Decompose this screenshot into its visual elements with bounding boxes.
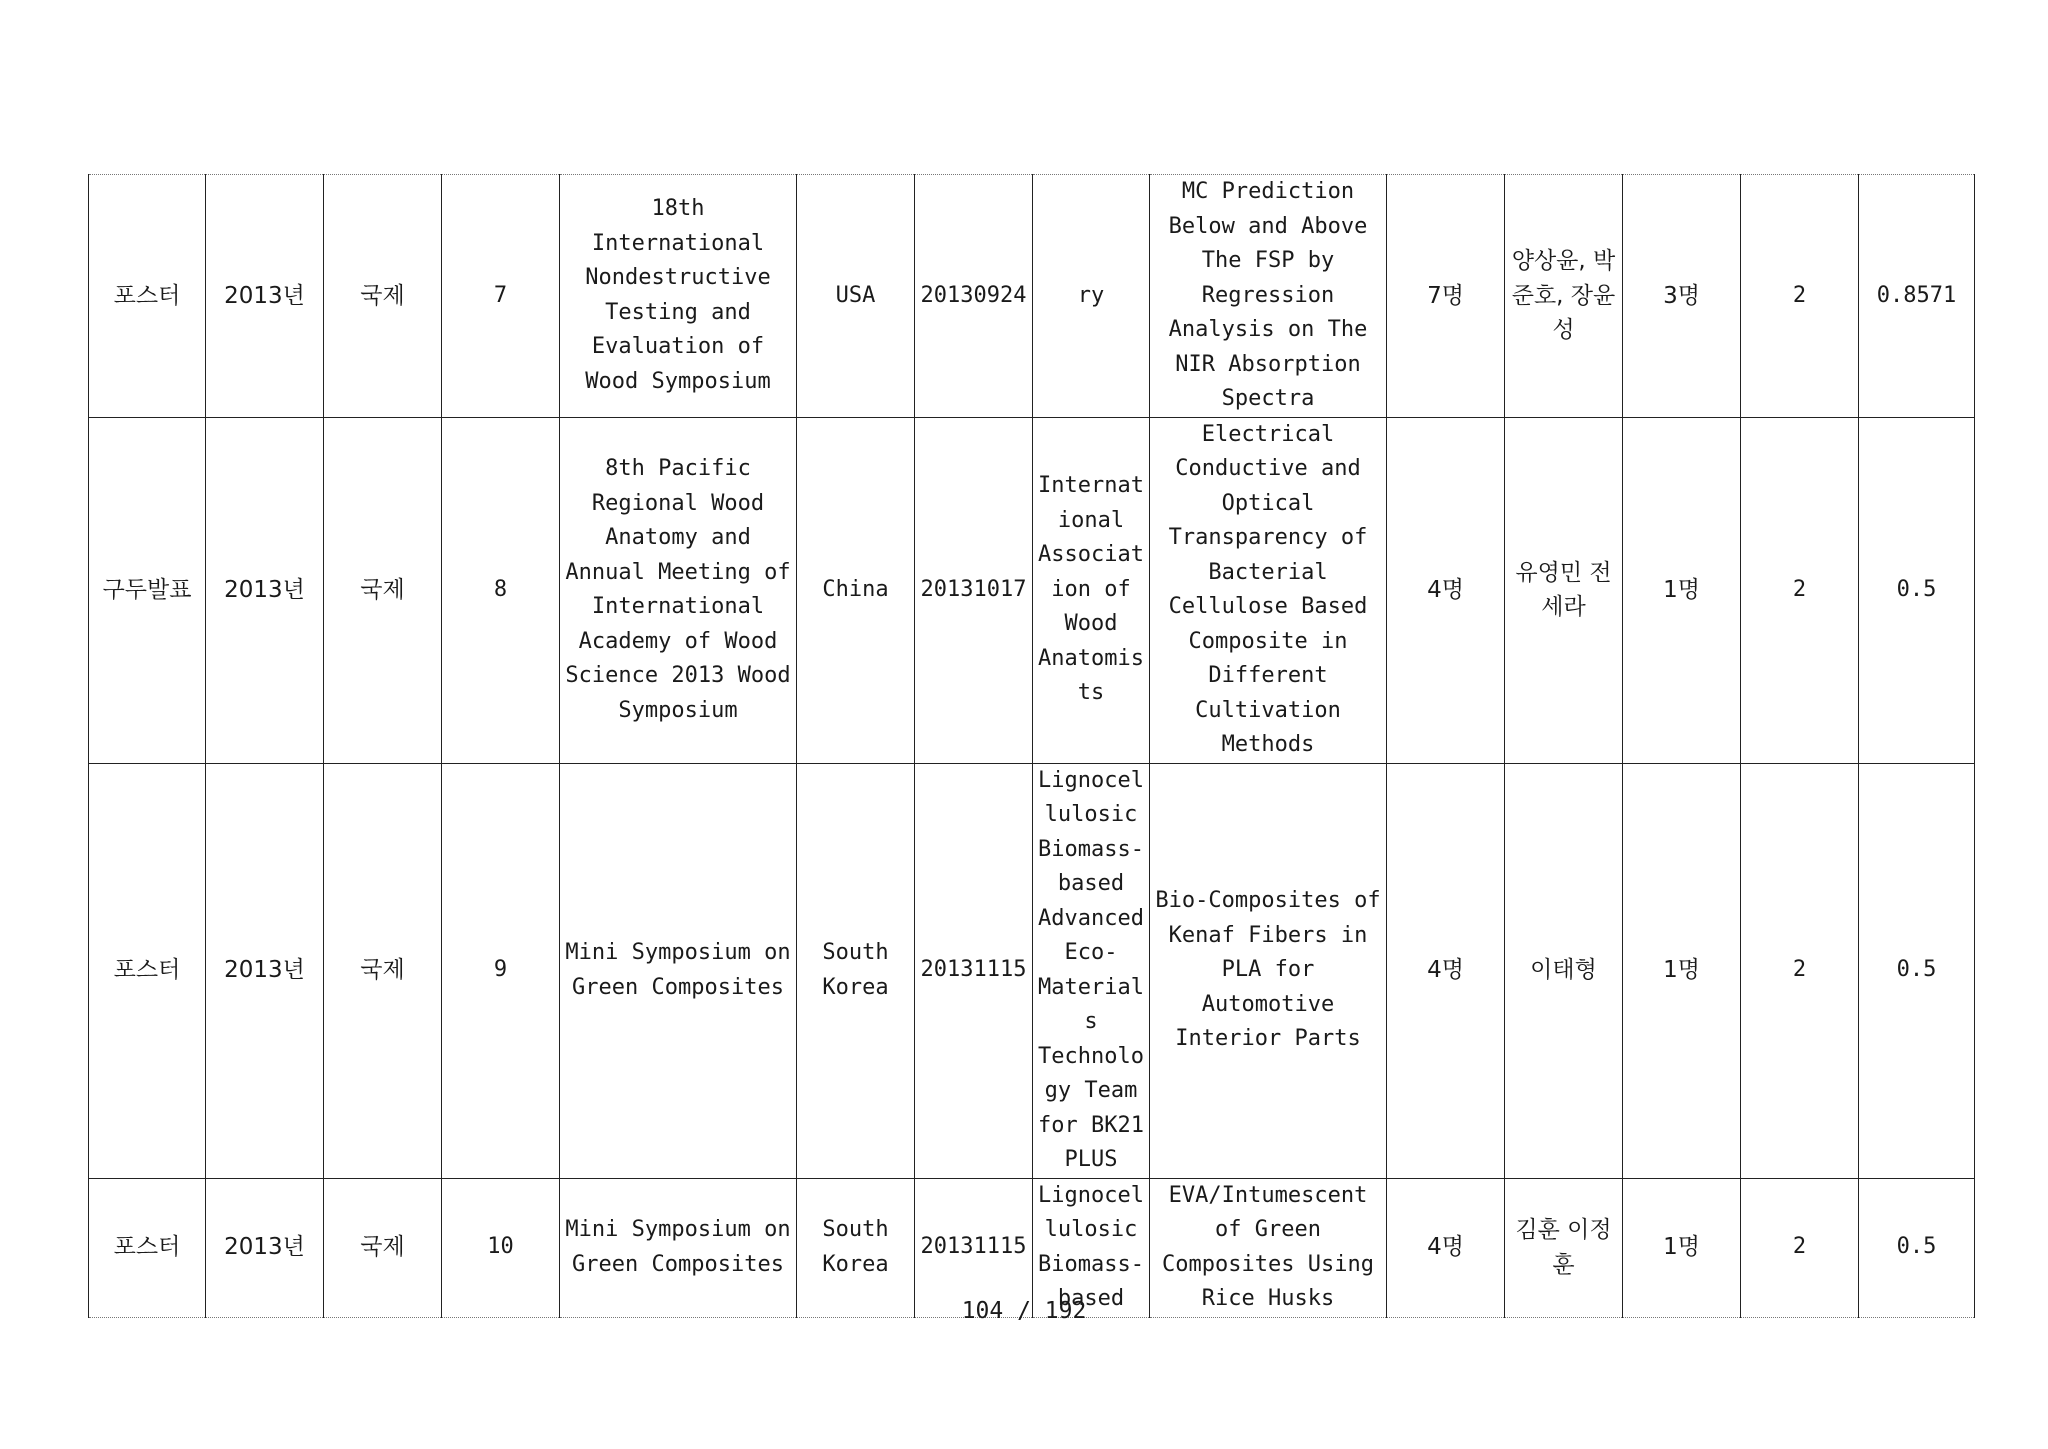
number-cell: 7: [442, 175, 560, 418]
number-cell: 10: [442, 1178, 560, 1317]
total-authors-cell: 4명: [1387, 763, 1505, 1178]
number-cell: 9: [442, 763, 560, 1178]
year-cell: 2013년: [206, 417, 324, 763]
type-cell: 구두발표: [89, 417, 206, 763]
authors-cell: 유영민 전세라: [1505, 417, 1623, 763]
date-cell: 20131115: [915, 763, 1033, 1178]
score-cell: 0.5: [1859, 763, 1975, 1178]
total-authors-cell: 4명: [1387, 1178, 1505, 1317]
type-cell: 포스터: [89, 175, 206, 418]
title-cell: Bio-Composites of Kenaf Fibers in PLA for Automotive Interior Parts: [1150, 763, 1387, 1178]
conference-cell: 8th Pacific Regional Wood Anatomy and Annual Meeting of International Academy of Wood Science 2013 Wood Symposium: [560, 417, 797, 763]
year-cell: 2013년: [206, 763, 324, 1178]
weight-cell: 2: [1741, 763, 1859, 1178]
participants-cell: 1명: [1623, 763, 1741, 1178]
total-authors-cell: 4명: [1387, 417, 1505, 763]
score-cell: 0.5: [1859, 1178, 1975, 1317]
country-cell: South Korea: [797, 1178, 915, 1317]
date-cell: 20131017: [915, 417, 1033, 763]
number-cell: 8: [442, 417, 560, 763]
scope-cell: 국제: [324, 175, 442, 418]
table-row: [89, 417, 1975, 763]
conference-cell: 18th International Nondestructive Testing and Evaluation of Wood Symposium: [560, 175, 797, 418]
authors-cell: 이태형: [1505, 763, 1623, 1178]
type-cell: 포스터: [89, 1178, 206, 1317]
authors-cell: 양상윤, 박준호, 장윤성: [1505, 175, 1623, 418]
year-cell: 2013년: [206, 1178, 324, 1317]
publication-table: [88, 174, 1975, 1318]
organizer-cell: ry: [1033, 175, 1150, 418]
organizer-cell: International Association of Wood Anatomists: [1033, 417, 1150, 763]
conference-cell: Mini Symposium on Green Composites: [560, 1178, 797, 1317]
organizer-cell: Lignocellulosic Biomass-based Advanced Eco-Materials Technology Team for BK21 PLUS: [1033, 763, 1150, 1178]
table-row: [89, 175, 1975, 418]
scope-cell: 국제: [324, 763, 442, 1178]
weight-cell: 2: [1741, 1178, 1859, 1317]
participants-cell: 1명: [1623, 417, 1741, 763]
page-number: 104 / 192: [961, 1298, 1087, 1324]
title-cell: MC Prediction Below and Above The FSP by Regression Analysis on The NIR Absorption Spectra: [1150, 175, 1387, 418]
score-cell: 0.5: [1859, 417, 1975, 763]
scope-cell: 국제: [324, 417, 442, 763]
country-cell: USA: [797, 175, 915, 418]
table-row: [89, 1178, 1975, 1317]
weight-cell: 2: [1741, 417, 1859, 763]
organizer-cell: Lignocellulosic Biomass-based: [1033, 1178, 1150, 1317]
participants-cell: 1명: [1623, 1178, 1741, 1317]
conference-cell: Mini Symposium on Green Composites: [560, 763, 797, 1178]
score-cell: 0.8571: [1859, 175, 1975, 418]
date-cell: 20131115: [915, 1178, 1033, 1317]
country-cell: South Korea: [797, 763, 915, 1178]
year-cell: 2013년: [206, 175, 324, 418]
country-cell: China: [797, 417, 915, 763]
title-cell: EVA/Intumescent of Green Composites Using Rice Husks: [1150, 1178, 1387, 1317]
authors-cell: 김훈 이정훈: [1505, 1178, 1623, 1317]
table-row: [89, 763, 1975, 1178]
weight-cell: 2: [1741, 175, 1859, 418]
scope-cell: 국제: [324, 1178, 442, 1317]
title-cell: Electrical Conductive and Optical Transparency of Bacterial Cellulose Based Composite in Different Cultivation Methods: [1150, 417, 1387, 763]
type-cell: 포스터: [89, 763, 206, 1178]
participants-cell: 3명: [1623, 175, 1741, 418]
total-authors-cell: 7명: [1387, 175, 1505, 418]
date-cell: 20130924: [915, 175, 1033, 418]
